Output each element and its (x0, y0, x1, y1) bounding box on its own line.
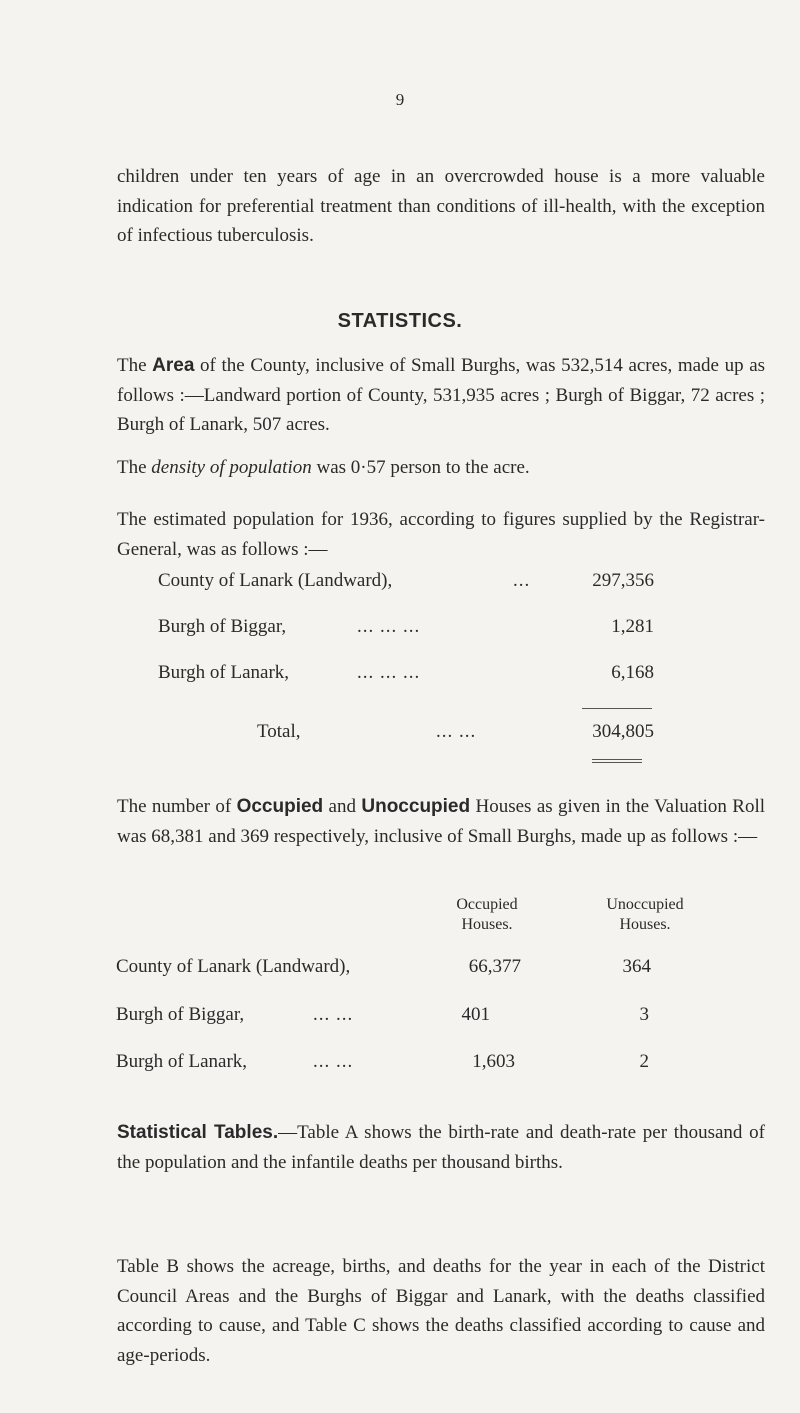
houses-row (0, 1004, 800, 1034)
area-paragraph (117, 351, 765, 440)
leader-dots: ... ... (436, 721, 477, 742)
header-line: Houses. (619, 916, 671, 933)
population-total-row (0, 721, 800, 751)
density-text: was 0·57 person to the acre. (316, 457, 530, 478)
population-row (0, 662, 800, 692)
population-value: 6,168 (611, 662, 654, 683)
area-term: Area (152, 355, 195, 376)
houses-paragraph (117, 792, 765, 851)
intro-paragraph: children under ten years of age in an overcrowded house is a more valuable indication for preferential treatment than conditions of ill-health, with the exception of infectious tuberculosis. (117, 166, 765, 246)
header-line: Houses. (461, 916, 513, 933)
occupied-value: 401 (461, 1004, 490, 1025)
sum-rule (582, 708, 652, 709)
population-label: Burgh of Lanark, (158, 662, 290, 683)
houses-label: Burgh of Lanark, (116, 1051, 248, 1072)
population-row (0, 570, 800, 600)
total-value: 304,805 (592, 721, 654, 742)
leader-dots: ... ... (313, 1004, 354, 1025)
population-value: 1,281 (611, 616, 654, 637)
leader-dots: ... (513, 570, 531, 591)
header-line: Occupied (456, 896, 518, 913)
population-row (0, 616, 800, 646)
area-pre: The (117, 355, 147, 376)
density-pre: The (117, 457, 147, 478)
houses-row (0, 956, 800, 986)
leader-dots: ... ... ... (357, 662, 421, 683)
double-rule-bottom (592, 762, 642, 763)
page-number: 9 (395, 90, 405, 109)
houses-row (0, 1051, 800, 1081)
unoccupied-term: Unoccupied (361, 796, 471, 817)
unoccupied-value: 2 (639, 1051, 649, 1072)
houses-label: Burgh of Biggar, (116, 1004, 245, 1025)
leader-dots: ... ... (313, 1051, 354, 1072)
houses-text: Houses as given in the Valuation Roll was 68,381 and 369 respectively, inclusive of Small Burghs, made up as follows :— (117, 796, 766, 847)
density-term: density of population (151, 457, 312, 478)
unoccupied-header (590, 895, 700, 935)
unoccupied-value: 364 (622, 956, 651, 977)
header-line: Unoccupied (606, 896, 684, 913)
houses-label: County of Lanark (Landward), (116, 956, 351, 977)
double-rule-top (592, 759, 642, 760)
unoccupied-value: 3 (639, 1004, 649, 1025)
houses-pre: The number of (117, 796, 232, 817)
statistical-tables-paragraph (117, 1118, 765, 1177)
houses-mid: and (328, 796, 356, 817)
population-label: Burgh of Biggar, (158, 616, 287, 637)
population-value: 297,356 (592, 570, 654, 591)
statistical-tables-text: —Table A shows the birth-rate and death-rate per thousand of the population and the infantile deaths per thousand births. (117, 1122, 765, 1173)
population-label: County of Lanark (Landward), (158, 570, 393, 591)
population-intro: The estimated population for 1936, according to figures supplied by the Registrar-General, was as follows :— (117, 509, 765, 560)
statistics-heading: STATISTICS. (337, 310, 463, 332)
occupied-header (437, 895, 537, 935)
leader-dots: ... ... ... (357, 616, 421, 637)
occupied-value: 1,603 (472, 1051, 515, 1072)
area-text: of the County, inclusive of Small Burghs, was 532,514 acres, made up as follows :—Landward portion of County, 531,935 acres ; Burgh of Biggar, 72 acres ; Burgh of Lanark, 507 acres. (117, 355, 766, 435)
density-paragraph (117, 453, 765, 483)
occupied-value: 66,377 (468, 956, 521, 977)
occupied-term: Occupied (236, 796, 324, 817)
total-label: Total, (257, 721, 301, 742)
table-b-paragraph: Table B shows the acreage, births, and deaths for the year in each of the District Council Areas and the Burghs of Biggar and Lanark, with the deaths classified according to cause, and Table C shows the deaths classified according to cause and age-periods. (117, 1256, 765, 1366)
statistical-tables-term: Statistical Tables. (117, 1122, 279, 1143)
